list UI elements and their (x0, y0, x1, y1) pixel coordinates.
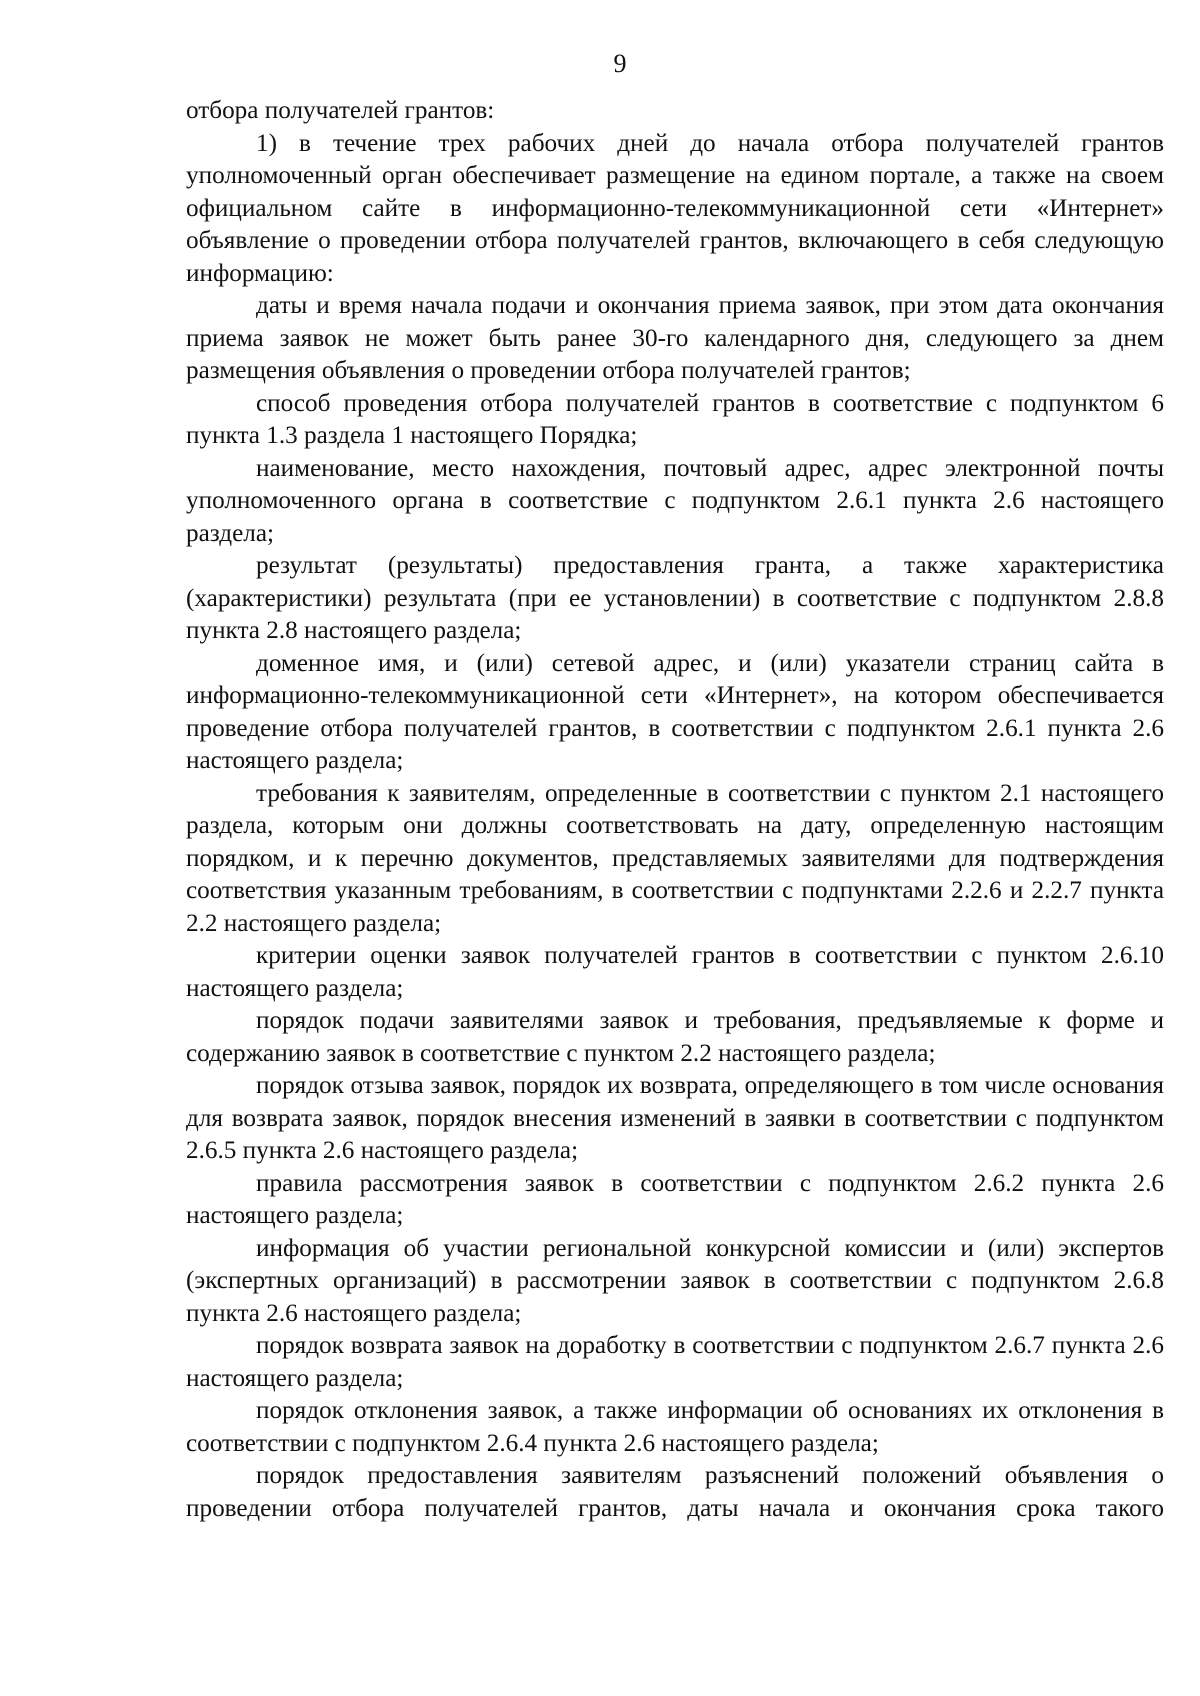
paragraph-method: способ проведения отбора получателей грантов в соответствие с подпунктом 6 пункта 1.3 раздела 1 настоящего Порядка; (186, 389, 1164, 449)
paragraph-criteria: критерии оценки заявок получателей грантов в соответствии с пунктом 2.6.10 настоящего раздела; (186, 942, 1164, 1002)
paragraph-clarifications: порядок предоставления заявителям разъяснений положений объявления о проведении отбора получателей грантов, даты начала и окончания срока такого (186, 1462, 1164, 1522)
paragraph-name-address: наименование, место нахождения, почтовый адрес, адрес электронной почты уполномоченного органа в соответствие с подпунктом 2.6.1 пункта 2.6 настоящего раздела; (186, 454, 1164, 547)
paragraph-result: результат (результаты) предоставления гранта, а также характеристика (характеристики) результата (при ее установлении) в соответствие с подпунктом 2.8.8 пункта 2.8 настоящего раздела; (186, 552, 1164, 644)
paragraph-return: порядок возврата заявок на доработку в соответствии с подпунктом 2.6.7 пункта 2.6 настоящего раздела; (186, 1332, 1164, 1392)
page-number: 9 (613, 49, 627, 78)
paragraph-commission: информация об участии региональной конкурсной комиссии и (или) экспертов (экспертных организаций) в рассмотрении заявок в соответствии с подпунктом 2.6.8 пункта 2.6 настоящего раздела; (186, 1234, 1164, 1327)
paragraph-requirements: требования к заявителям, определенные в соответствии с пунктом 2.1 настоящего раздела, которым они должны соответствовать на дату, определенную настоящим порядком, и к перечню документов, представляемых заявителями для подтверждения соответствия указанным требованиям, в соответствии с подпунктами 2.2.6 и 2.2.7 пункта 2.2 настоящего раздела; (186, 779, 1164, 937)
document-body (186, 95, 1164, 1525)
paragraph-item-1: 1) в течение трех рабочих дней до начала отбора получателей грантов уполномоченный орган обеспечивает размещение на едином портале, а также на своем официальном сайте в информационно-телекоммуникационной сети «Интернет» объявление о проведении отбора получателей грантов, включающего в себя следующую информацию: (186, 129, 1164, 287)
paragraph-rejection: порядок отклонения заявок, а также информации об основаниях их отклонения в соответствии с подпунктом 2.6.4 пункта 2.6 настоящего раздела; (186, 1397, 1164, 1457)
paragraph-intro: отбора получателей грантов: (186, 97, 495, 124)
paragraph-submission: порядок подачи заявителями заявок и требования, предъявляемые к форме и содержанию заявок в соответствие с пунктом 2.2 настоящего раздела; (186, 1007, 1164, 1067)
paragraph-review-rules: правила рассмотрения заявок в соответствии с подпунктом 2.6.2 пункта 2.6 настоящего раздела; (186, 1169, 1164, 1229)
paragraph-dates: даты и время начала подачи и окончания приема заявок, при этом дата окончания приема заявок не может быть ранее 30-го календарного дня, следующего за днем размещения объявления о проведении отбора получателей грантов; (186, 292, 1164, 384)
paragraph-domain: доменное имя, и (или) сетевой адрес, и (или) указатели страниц сайта в информационно-телекоммуникационной сети «Интернет», на котором обеспечивается проведение отбора получателей грантов, в соответствии с подпунктом 2.6.1 пункта 2.6 настоящего раздела; (186, 649, 1164, 774)
paragraph-withdrawal: порядок отзыва заявок, порядок их возврата, определяющего в том числе основания для возврата заявок, порядок внесения изменений в заявки в соответствии с подпунктом 2.6.5 пункта 2.6 настоящего раздела; (186, 1072, 1164, 1164)
